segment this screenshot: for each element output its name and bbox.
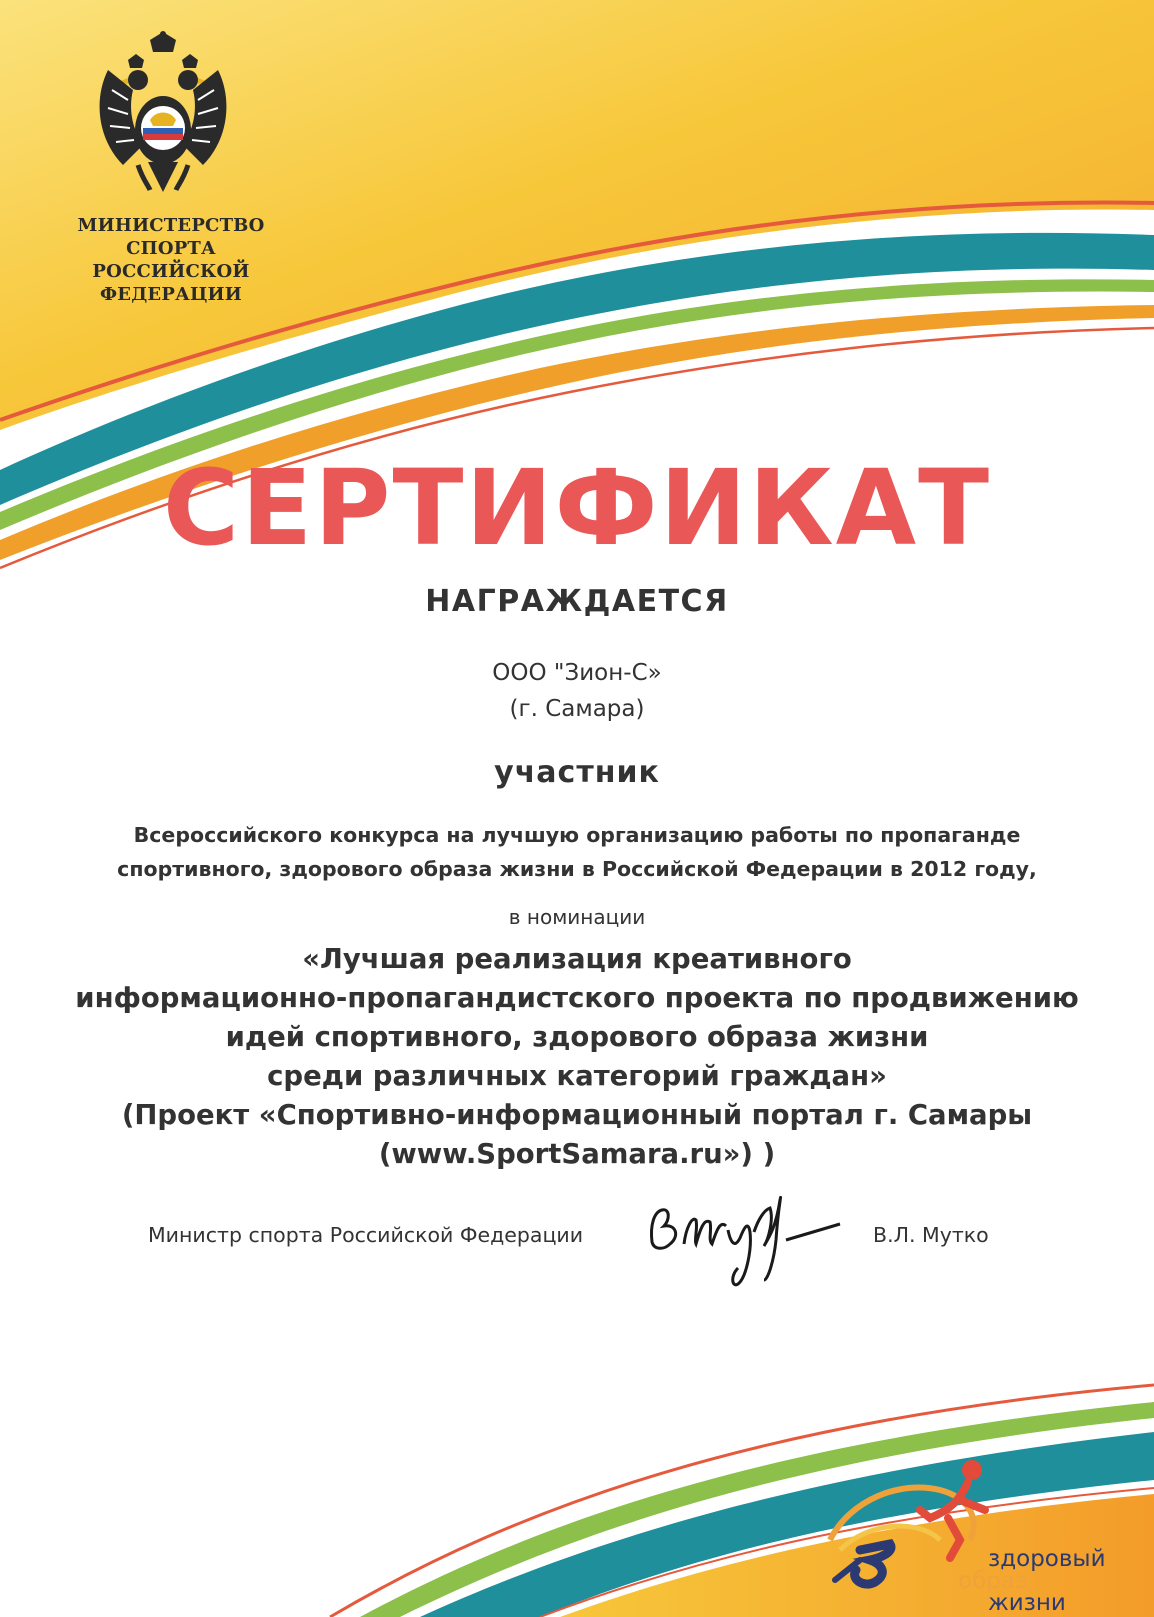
nomination-label: в номинации [508, 905, 646, 929]
healthy-word1: здоровый [988, 1546, 1106, 1572]
nomination-line1: «Лучшая реализация креативного [302, 943, 852, 975]
organization-block [0, 655, 1154, 727]
double-headed-eagle-emblem-icon [88, 30, 238, 200]
organization-city: (г. Самара) [509, 696, 645, 722]
awarded-heading: НАГРАЖДАЕТСЯ [425, 584, 729, 619]
certificate-title: СЕРТИФИКАТ [162, 447, 992, 569]
participant-role: участник [494, 755, 660, 790]
nomination-line5: (Проект «Спортивно-информационный портал г. Самары [121, 1099, 1033, 1131]
nomination-line4: среди различных категорий граждан» [267, 1060, 887, 1092]
signature-row [0, 1220, 1154, 1260]
contest-line2: спортивного, здорового образа жизни в Российской Федерации в 2012 году, [117, 857, 1037, 881]
contest-description [40, 818, 1114, 886]
nomination-line3: идей спортивного, здорового образа жизни [225, 1021, 929, 1053]
contest-line1: Всероссийского конкурса на лучшую организацию работы по пропаганде [133, 823, 1021, 847]
healthy-word2: образ [958, 1568, 1028, 1594]
ministry-name-line2: РОССИЙСКОЙ ФЕДЕРАЦИИ [92, 261, 250, 305]
ministry-name-line1: МИНИСТЕРСТВО СПОРТА [77, 215, 265, 259]
nomination-line2: информационно-пропагандистского проекта по продвижению [75, 982, 1079, 1014]
healthy-lifestyle-label [958, 1548, 1138, 1614]
nomination-line6: (www.SportSamara.ru») ) [378, 1138, 776, 1170]
ministry-name [36, 214, 306, 306]
handwritten-signature [640, 1180, 860, 1290]
organization-name: ООО "Зион-С» [492, 660, 662, 686]
signatory-name: В.Л. Мутко [873, 1223, 989, 1247]
nomination-text [20, 940, 1134, 1174]
signatory-position: Министр спорта Российской Федерации [148, 1223, 584, 1247]
healthy-word3: жизни [988, 1590, 1066, 1616]
